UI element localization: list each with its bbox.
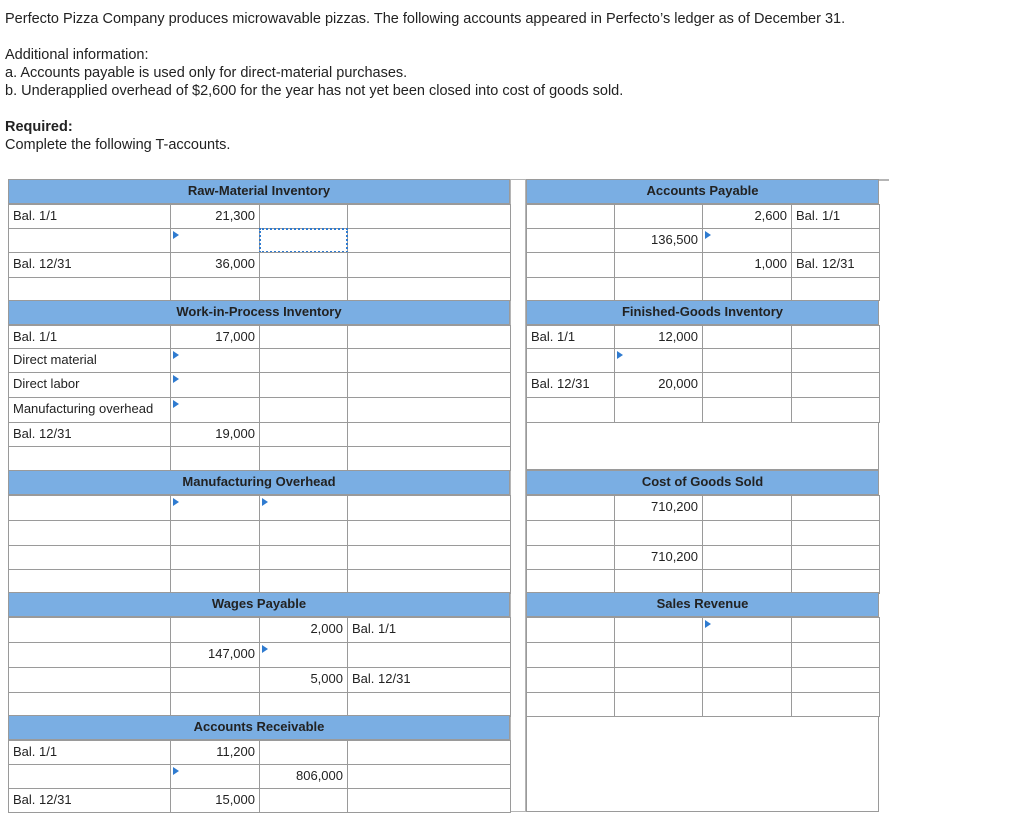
sales-revenue-debit-cell[interactable] bbox=[614, 692, 703, 717]
finished-goods-inventory-title: Finished-Goods Inventory bbox=[526, 300, 879, 325]
work-in-process-inventory-debit-cell[interactable] bbox=[170, 372, 260, 398]
raw-material-inventory-label-right-cell[interactable] bbox=[347, 277, 511, 301]
wages-payable-debit-cell[interactable] bbox=[170, 692, 260, 717]
manufacturing-overhead-debit-cell[interactable] bbox=[170, 520, 260, 546]
finished-goods-inventory-label-left-cell[interactable] bbox=[526, 348, 615, 373]
work-in-process-inventory-credit-cell[interactable] bbox=[259, 372, 348, 398]
manufacturing-overhead-label-left-cell[interactable] bbox=[8, 520, 171, 546]
accounts-payable-label-right-cell: Bal. 12/31 bbox=[791, 252, 880, 278]
required-text: Complete the following T-accounts. bbox=[5, 137, 231, 153]
finished-goods-inventory-label-right-cell[interactable] bbox=[791, 325, 880, 349]
accounts-payable-debit-cell[interactable] bbox=[614, 277, 703, 301]
accounts-receivable-debit-cell[interactable]: 11,200 bbox=[170, 740, 260, 765]
cost-of-goods-sold-label-left-cell[interactable] bbox=[526, 569, 615, 594]
accounts-receivable-credit-cell[interactable] bbox=[259, 740, 348, 765]
work-in-process-inventory-debit-cell[interactable] bbox=[170, 397, 260, 423]
manufacturing-overhead-credit-cell[interactable] bbox=[259, 520, 348, 546]
manufacturing-overhead-debit-cell[interactable] bbox=[170, 495, 260, 521]
sales-revenue-title: Sales Revenue bbox=[526, 592, 879, 617]
raw-material-inventory-label-right-cell[interactable] bbox=[347, 252, 511, 278]
dropdown-arrow-icon[interactable] bbox=[705, 620, 711, 628]
work-in-process-inventory-label-right-cell[interactable] bbox=[347, 446, 511, 471]
accounts-receivable-label-right-cell[interactable] bbox=[347, 788, 511, 813]
wages-payable-label-right-cell[interactable] bbox=[347, 692, 511, 717]
accounts-receivable-label-left-cell: Bal. 1/1 bbox=[8, 740, 171, 765]
cost-of-goods-sold-label-left-cell[interactable] bbox=[526, 545, 615, 570]
cost-of-goods-sold-credit-cell[interactable] bbox=[702, 545, 792, 570]
finished-goods-inventory-label-left-cell[interactable] bbox=[526, 397, 615, 423]
work-in-process-inventory-label-right-cell[interactable] bbox=[347, 348, 511, 373]
work-in-process-inventory-label-left-cell: Direct labor bbox=[8, 372, 171, 398]
sales-revenue-label-left-cell[interactable] bbox=[526, 642, 615, 668]
work-in-process-inventory-label-left-cell: Direct material bbox=[8, 348, 171, 373]
sales-revenue-debit-cell[interactable] bbox=[614, 617, 703, 643]
manufacturing-overhead-debit-cell[interactable] bbox=[170, 569, 260, 594]
finished-goods-inventory-label-right-cell[interactable] bbox=[791, 372, 880, 398]
finished-goods-inventory-credit-cell[interactable] bbox=[702, 397, 792, 423]
raw-material-inventory-label-left-cell[interactable] bbox=[8, 228, 171, 253]
finished-goods-inventory-label-right-cell[interactable] bbox=[791, 348, 880, 373]
accounts-payable-label-right-cell: Bal. 1/1 bbox=[791, 204, 880, 229]
manufacturing-overhead-label-left-cell[interactable] bbox=[8, 495, 171, 521]
accounts-payable-debit-cell[interactable]: 136,500 bbox=[614, 228, 703, 253]
manufacturing-overhead-label-right-cell[interactable] bbox=[347, 569, 511, 594]
raw-material-inventory-label-left-cell: Bal. 12/31 bbox=[8, 252, 171, 278]
cost-of-goods-sold-label-right-cell[interactable] bbox=[791, 569, 880, 594]
accounts-payable-label-left-cell[interactable] bbox=[526, 204, 615, 229]
sales-revenue-credit-cell[interactable] bbox=[702, 617, 792, 643]
work-in-process-inventory-label-left-cell[interactable] bbox=[8, 446, 171, 471]
dropdown-arrow-icon[interactable] bbox=[173, 498, 179, 506]
finished-goods-inventory-debit-cell[interactable]: 12,000 bbox=[614, 325, 703, 349]
finished-goods-inventory-label-left-cell: Bal. 12/31 bbox=[526, 372, 615, 398]
manufacturing-overhead-title: Manufacturing Overhead bbox=[8, 470, 510, 495]
additional-b: b. Underapplied overhead of $2,600 for the year has not yet been closed into cost of goods sold. bbox=[5, 83, 624, 99]
finished-goods-inventory-label-right-cell[interactable] bbox=[791, 397, 880, 423]
raw-material-inventory-credit-cell[interactable] bbox=[259, 252, 348, 278]
finished-goods-inventory-debit-cell[interactable] bbox=[614, 397, 703, 423]
raw-material-inventory-debit-cell[interactable]: 21,300 bbox=[170, 204, 260, 229]
focused-input-outline[interactable] bbox=[259, 228, 348, 253]
raw-material-inventory-credit-cell[interactable] bbox=[259, 277, 348, 301]
intro-text: Perfecto Pizza Company produces microwavable pizzas. The following accounts appeared in Perfecto’s ledger as of December 31. bbox=[5, 11, 846, 27]
work-in-process-inventory-credit-cell[interactable] bbox=[259, 422, 348, 447]
work-in-process-inventory-credit-cell[interactable] bbox=[259, 446, 348, 471]
work-in-process-inventory-debit-cell[interactable]: 17,000 bbox=[170, 325, 260, 349]
dropdown-arrow-icon[interactable] bbox=[705, 231, 711, 239]
wages-payable-label-left-cell[interactable] bbox=[8, 667, 171, 693]
sales-revenue-label-right-cell[interactable] bbox=[791, 617, 880, 643]
accounts-payable-title: Accounts Payable bbox=[526, 179, 879, 204]
accounts-payable-credit-cell[interactable] bbox=[702, 277, 792, 301]
sales-revenue-credit-cell[interactable] bbox=[702, 692, 792, 717]
sales-revenue-debit-cell[interactable] bbox=[614, 667, 703, 693]
dropdown-arrow-icon[interactable] bbox=[262, 498, 268, 506]
manufacturing-overhead-label-right-cell[interactable] bbox=[347, 545, 511, 570]
edge bbox=[879, 179, 889, 181]
raw-material-inventory-credit-cell[interactable] bbox=[259, 204, 348, 229]
finished-goods-inventory-label-left-cell: Bal. 1/1 bbox=[526, 325, 615, 349]
sales-revenue-label-right-cell[interactable] bbox=[791, 642, 880, 668]
wages-payable-debit-cell[interactable] bbox=[170, 667, 260, 693]
accounts-payable-label-left-cell[interactable] bbox=[526, 252, 615, 278]
dropdown-arrow-icon[interactable] bbox=[173, 351, 179, 359]
sales-revenue-label-right-cell[interactable] bbox=[791, 667, 880, 693]
wages-payable-credit-cell[interactable]: 2,000 bbox=[259, 617, 348, 643]
work-in-process-inventory-credit-cell[interactable] bbox=[259, 348, 348, 373]
cost-of-goods-sold-credit-cell[interactable] bbox=[702, 569, 792, 594]
manufacturing-overhead-debit-cell[interactable] bbox=[170, 545, 260, 570]
finished-goods-inventory-debit-cell[interactable] bbox=[614, 348, 703, 373]
empty-area bbox=[526, 715, 879, 812]
cost-of-goods-sold-title: Cost of Goods Sold bbox=[526, 470, 879, 495]
raw-material-inventory-label-right-cell[interactable] bbox=[347, 204, 511, 229]
work-in-process-inventory-credit-cell[interactable] bbox=[259, 397, 348, 423]
additional-heading: Additional information: bbox=[5, 47, 149, 63]
accounts-payable-credit-cell[interactable]: 2,600 bbox=[702, 204, 792, 229]
raw-material-inventory-label-right-cell[interactable] bbox=[347, 228, 511, 253]
cost-of-goods-sold-label-left-cell[interactable] bbox=[526, 520, 615, 546]
wages-payable-label-right-cell: Bal. 1/1 bbox=[347, 617, 511, 643]
finished-goods-inventory-debit-cell[interactable]: 20,000 bbox=[614, 372, 703, 398]
cost-of-goods-sold-debit-cell[interactable] bbox=[614, 569, 703, 594]
wages-payable-debit-cell[interactable]: 147,000 bbox=[170, 642, 260, 668]
wages-payable-label-left-cell[interactable] bbox=[8, 692, 171, 717]
dropdown-arrow-icon[interactable] bbox=[173, 375, 179, 383]
dropdown-arrow-icon[interactable] bbox=[617, 351, 623, 359]
accounts-payable-debit-cell[interactable] bbox=[614, 252, 703, 278]
work-in-process-inventory-label-right-cell[interactable] bbox=[347, 372, 511, 398]
accounts-payable-label-left-cell[interactable] bbox=[526, 228, 615, 253]
manufacturing-overhead-label-right-cell[interactable] bbox=[347, 495, 511, 521]
wages-payable-credit-cell[interactable]: 5,000 bbox=[259, 667, 348, 693]
wages-payable-credit-cell[interactable] bbox=[259, 692, 348, 717]
accounts-receivable-label-right-cell[interactable] bbox=[347, 764, 511, 789]
finished-goods-inventory-credit-cell[interactable] bbox=[702, 348, 792, 373]
accounts-payable-credit-cell[interactable]: 1,000 bbox=[702, 252, 792, 278]
work-in-process-inventory-label-right-cell[interactable] bbox=[347, 422, 511, 447]
accounts-payable-label-left-cell[interactable] bbox=[526, 277, 615, 301]
cost-of-goods-sold-debit-cell[interactable]: 710,200 bbox=[614, 545, 703, 570]
wages-payable-label-right-cell: Bal. 12/31 bbox=[347, 667, 511, 693]
raw-material-inventory-label-left-cell: Bal. 1/1 bbox=[8, 204, 171, 229]
cost-of-goods-sold-label-right-cell[interactable] bbox=[791, 520, 880, 546]
sales-revenue-credit-cell[interactable] bbox=[702, 642, 792, 668]
cost-of-goods-sold-label-left-cell[interactable] bbox=[526, 495, 615, 521]
accounts-receivable-credit-cell[interactable]: 806,000 bbox=[259, 764, 348, 789]
wages-payable-credit-cell[interactable] bbox=[259, 642, 348, 668]
additional-a: a. Accounts payable is used only for direct-material purchases. bbox=[5, 65, 408, 81]
wages-payable-label-left-cell[interactable] bbox=[8, 642, 171, 668]
sales-revenue-debit-cell[interactable] bbox=[614, 642, 703, 668]
accounts-receivable-debit-cell[interactable]: 15,000 bbox=[170, 788, 260, 813]
wages-payable-label-left-cell[interactable] bbox=[8, 617, 171, 643]
dropdown-arrow-icon[interactable] bbox=[173, 400, 179, 408]
cost-of-goods-sold-label-right-cell[interactable] bbox=[791, 495, 880, 521]
work-in-process-inventory-debit-cell[interactable] bbox=[170, 446, 260, 471]
accounts-payable-debit-cell[interactable] bbox=[614, 204, 703, 229]
cost-of-goods-sold-label-right-cell[interactable] bbox=[791, 545, 880, 570]
raw-material-inventory-debit-cell[interactable]: 36,000 bbox=[170, 252, 260, 278]
raw-material-inventory-debit-cell[interactable] bbox=[170, 228, 260, 253]
column-gap bbox=[510, 179, 526, 812]
cost-of-goods-sold-debit-cell[interactable]: 710,200 bbox=[614, 495, 703, 521]
work-in-process-inventory-debit-cell[interactable]: 19,000 bbox=[170, 422, 260, 447]
finished-goods-inventory-credit-cell[interactable] bbox=[702, 372, 792, 398]
cost-of-goods-sold-credit-cell[interactable] bbox=[702, 520, 792, 546]
raw-material-inventory-title: Raw-Material Inventory bbox=[8, 179, 510, 204]
manufacturing-overhead-credit-cell[interactable] bbox=[259, 495, 348, 521]
accounts-receivable-debit-cell[interactable] bbox=[170, 764, 260, 789]
accounts-payable-credit-cell[interactable] bbox=[702, 228, 792, 253]
dropdown-arrow-icon[interactable] bbox=[173, 231, 179, 239]
work-in-process-inventory-label-left-cell: Bal. 1/1 bbox=[8, 325, 171, 349]
accounts-payable-label-right-cell[interactable] bbox=[791, 228, 880, 253]
manufacturing-overhead-label-left-cell[interactable] bbox=[8, 545, 171, 570]
accounts-receivable-title: Accounts Receivable bbox=[8, 715, 510, 740]
work-in-process-inventory-label-right-cell[interactable] bbox=[347, 325, 511, 349]
sales-revenue-credit-cell[interactable] bbox=[702, 667, 792, 693]
sales-revenue-label-left-cell[interactable] bbox=[526, 692, 615, 717]
sales-revenue-label-left-cell[interactable] bbox=[526, 617, 615, 643]
manufacturing-overhead-credit-cell[interactable] bbox=[259, 569, 348, 594]
accounts-payable-label-right-cell[interactable] bbox=[791, 277, 880, 301]
sales-revenue-label-right-cell[interactable] bbox=[791, 692, 880, 717]
finished-goods-inventory-credit-cell[interactable] bbox=[702, 325, 792, 349]
dropdown-arrow-icon[interactable] bbox=[173, 767, 179, 775]
accounts-receivable-label-left-cell[interactable] bbox=[8, 764, 171, 789]
required-heading: Required: bbox=[5, 119, 73, 135]
accounts-receivable-label-left-cell: Bal. 12/31 bbox=[8, 788, 171, 813]
dropdown-arrow-icon[interactable] bbox=[262, 645, 268, 653]
manufacturing-overhead-label-right-cell[interactable] bbox=[347, 520, 511, 546]
accounts-receivable-credit-cell[interactable] bbox=[259, 788, 348, 813]
manufacturing-overhead-credit-cell[interactable] bbox=[259, 545, 348, 570]
work-in-process-inventory-label-left-cell: Manufacturing overhead bbox=[8, 397, 171, 423]
work-in-process-inventory-label-right-cell[interactable] bbox=[347, 397, 511, 423]
work-in-process-inventory-credit-cell[interactable] bbox=[259, 325, 348, 349]
wages-payable-title: Wages Payable bbox=[8, 592, 510, 617]
work-in-process-inventory-debit-cell[interactable] bbox=[170, 348, 260, 373]
manufacturing-overhead-label-left-cell[interactable] bbox=[8, 569, 171, 594]
accounts-receivable-label-right-cell[interactable] bbox=[347, 740, 511, 765]
wages-payable-label-right-cell[interactable] bbox=[347, 642, 511, 668]
cost-of-goods-sold-debit-cell[interactable] bbox=[614, 520, 703, 546]
work-in-process-inventory-title: Work-in-Process Inventory bbox=[8, 300, 510, 325]
cost-of-goods-sold-credit-cell[interactable] bbox=[702, 495, 792, 521]
raw-material-inventory-debit-cell[interactable] bbox=[170, 277, 260, 301]
raw-material-inventory-label-left-cell[interactable] bbox=[8, 277, 171, 301]
wages-payable-debit-cell[interactable] bbox=[170, 617, 260, 643]
work-in-process-inventory-label-left-cell: Bal. 12/31 bbox=[8, 422, 171, 447]
sales-revenue-label-left-cell[interactable] bbox=[526, 667, 615, 693]
empty-area bbox=[526, 422, 879, 470]
